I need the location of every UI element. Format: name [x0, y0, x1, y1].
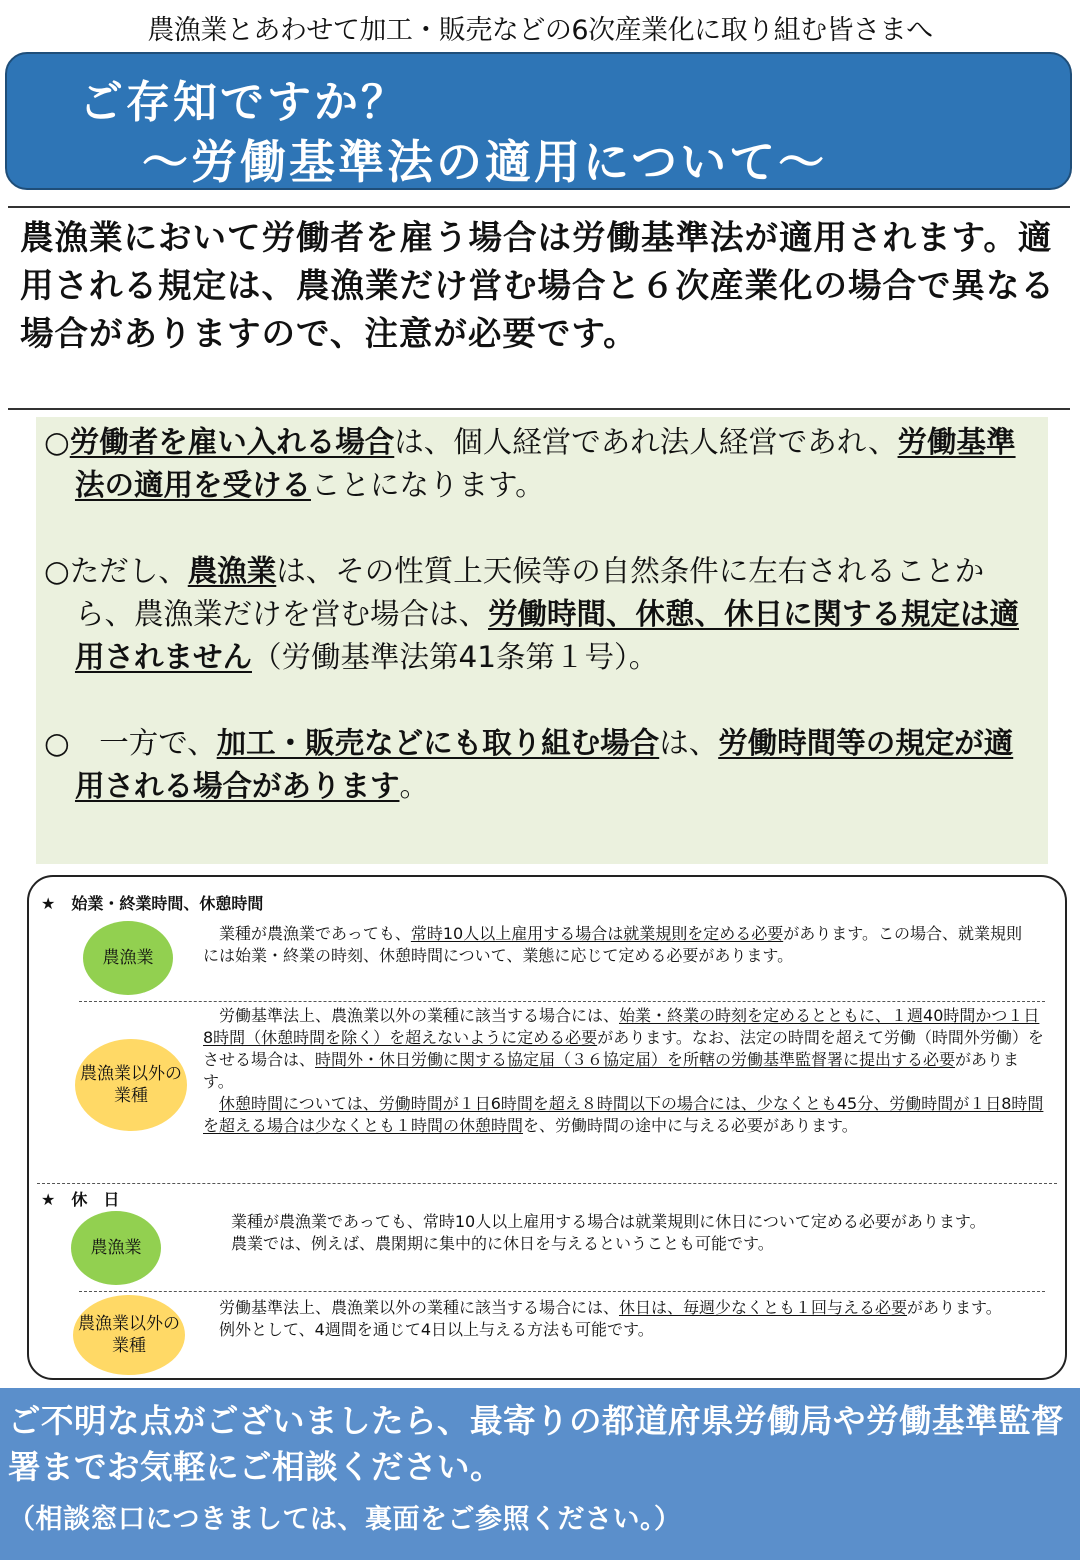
- rule-text: [203, 1094, 219, 1113]
- other-industries-work-hours-text: [203, 1005, 1045, 1137]
- emphasis-text: 労働時間、休憩、休日に関する規定は適用されません: [74, 597, 1019, 674]
- section-heading-holidays: ★ 休 日: [41, 1190, 120, 1209]
- point-marker: ○: [44, 726, 100, 760]
- section-divider: [37, 1183, 1057, 1184]
- top-tagline: 農漁業とあわせて加工・販売などの6次産業化に取り組む皆さまへ: [147, 15, 933, 46]
- rule-text: 労働基準法上、農漁業以外の業種に該当する場合には、: [203, 1006, 620, 1025]
- rule-text: 農業では、例えば、農閑期に集中的に休日を与えるということも可能です。: [215, 1234, 774, 1253]
- emphasis-text: 労働者を雇い入れる場合: [69, 425, 395, 459]
- farming-work-hours-text: [203, 923, 1033, 967]
- rules-box: [27, 875, 1067, 1380]
- contact-note: （相談窓口につきましては、裏面をご参照ください。）: [8, 1504, 682, 1535]
- point-text: 一方で、: [99, 726, 217, 760]
- rule-text: を、労働時間の途中に与える必要があります。: [523, 1116, 858, 1135]
- rule-text: 業種が農漁業であっても、常時10人以上雇用する場合は就業規則に休日について定める必要があります。: [215, 1212, 986, 1231]
- underlined-text: 始業・終業の時刻を定めるとともに、１週40時間かつ１日8時間（休憩時間を除く）を超えないように定める必要: [203, 1006, 1040, 1047]
- rule-text: があります。この場合、就業規則には始業・終業の時刻、休憩時間について、業態に応じて定める必要があります。: [203, 924, 1022, 965]
- rule-text: 例外として、4週間を通じて4日以上与える方法も可能です。: [203, 1320, 654, 1339]
- farming-holidays-text: [215, 1211, 1045, 1255]
- underlined-text: 時間外・休日労働に関する協定届（３６協定届）を所轄の労働基準監督署に提出する必要: [315, 1050, 956, 1069]
- underlined-text: 休憩時間については、労働時間が１日6時間を超え８時間以下の場合には、少なくとも45分、労働時間が１日8時間を超える場合は少なくとも１時間の休憩時間: [203, 1094, 1044, 1135]
- point-text: は、: [659, 726, 719, 760]
- point-text: （労働基準法第41条第１号）。: [251, 640, 659, 674]
- point-item: [44, 550, 1034, 679]
- rule-text: 労働基準法上、農漁業以外の業種に該当する場合には、: [203, 1298, 620, 1317]
- label-oval-farming: 農漁業: [83, 921, 173, 995]
- divider: [79, 1001, 1045, 1002]
- contact-message: ご不明な点がございましたら、最寄りの都道府県労働局や労働基準監督署までお気軽にご相談ください。: [8, 1402, 1065, 1486]
- section-heading-work-hours: ★ 始業・終業時間、休憩時間: [41, 894, 264, 913]
- divider: [79, 1291, 1045, 1292]
- emphasis-text: 農漁業: [187, 554, 277, 588]
- emphasis-text: 加工・販売などにも取り組む場合: [216, 726, 660, 760]
- label-oval-other-industries: 農漁業以外の業種: [73, 1295, 185, 1375]
- title-line-2: ～労働基準法の適用について～: [142, 135, 828, 189]
- point-marker: ○: [44, 554, 70, 588]
- rule-text: 業種が農漁業であっても、: [203, 924, 411, 943]
- label-oval-other-industries: 農漁業以外の業種: [75, 1039, 187, 1131]
- point-text: 。: [399, 769, 429, 803]
- rule-text: があります。: [907, 1298, 1002, 1317]
- point-text: ことになります。: [310, 468, 545, 502]
- label-oval-farming: 農漁業: [71, 1211, 161, 1285]
- title-banner: [5, 52, 1072, 190]
- point-item: [44, 421, 1034, 507]
- point-text: は、個人経営であれ法人経営であれ、: [394, 425, 898, 459]
- key-points-panel: [36, 417, 1048, 864]
- contact-footer: [0, 1388, 1080, 1560]
- rule-text: があります。なお、法定の時間を超えて労働（時間外労働）をさせる場合は、: [203, 1028, 1044, 1069]
- point-marker: ○: [44, 425, 70, 459]
- point-text: ただし、: [69, 554, 188, 588]
- other-industries-holidays-text: [203, 1297, 1033, 1341]
- point-text: は、その性質上天候等の自然条件に左右されることから、農漁業だけを営む場合は、: [74, 554, 985, 631]
- intro-statement: 農漁業において労働者を雇う場合は労働基準法が適用されます。適用される規定は、農漁業だけ営む場合と６次産業化の場合で異なる場合がありますので、注意が必要です。: [8, 206, 1070, 410]
- emphasis-text: 労働基準法の適用を受ける: [74, 425, 1016, 502]
- point-item: [44, 722, 1034, 808]
- emphasis-text: 労働時間等の規定が適用される場合があります: [74, 726, 1014, 803]
- title-line-1: ご存知ですか？: [79, 77, 408, 128]
- underlined-text: 休日は、毎週少なくとも１回与える必要: [619, 1298, 908, 1317]
- rule-text: があります。: [203, 1050, 1020, 1091]
- underlined-text: 常時10人以上雇用する場合は就業規則を定める必要: [410, 924, 784, 943]
